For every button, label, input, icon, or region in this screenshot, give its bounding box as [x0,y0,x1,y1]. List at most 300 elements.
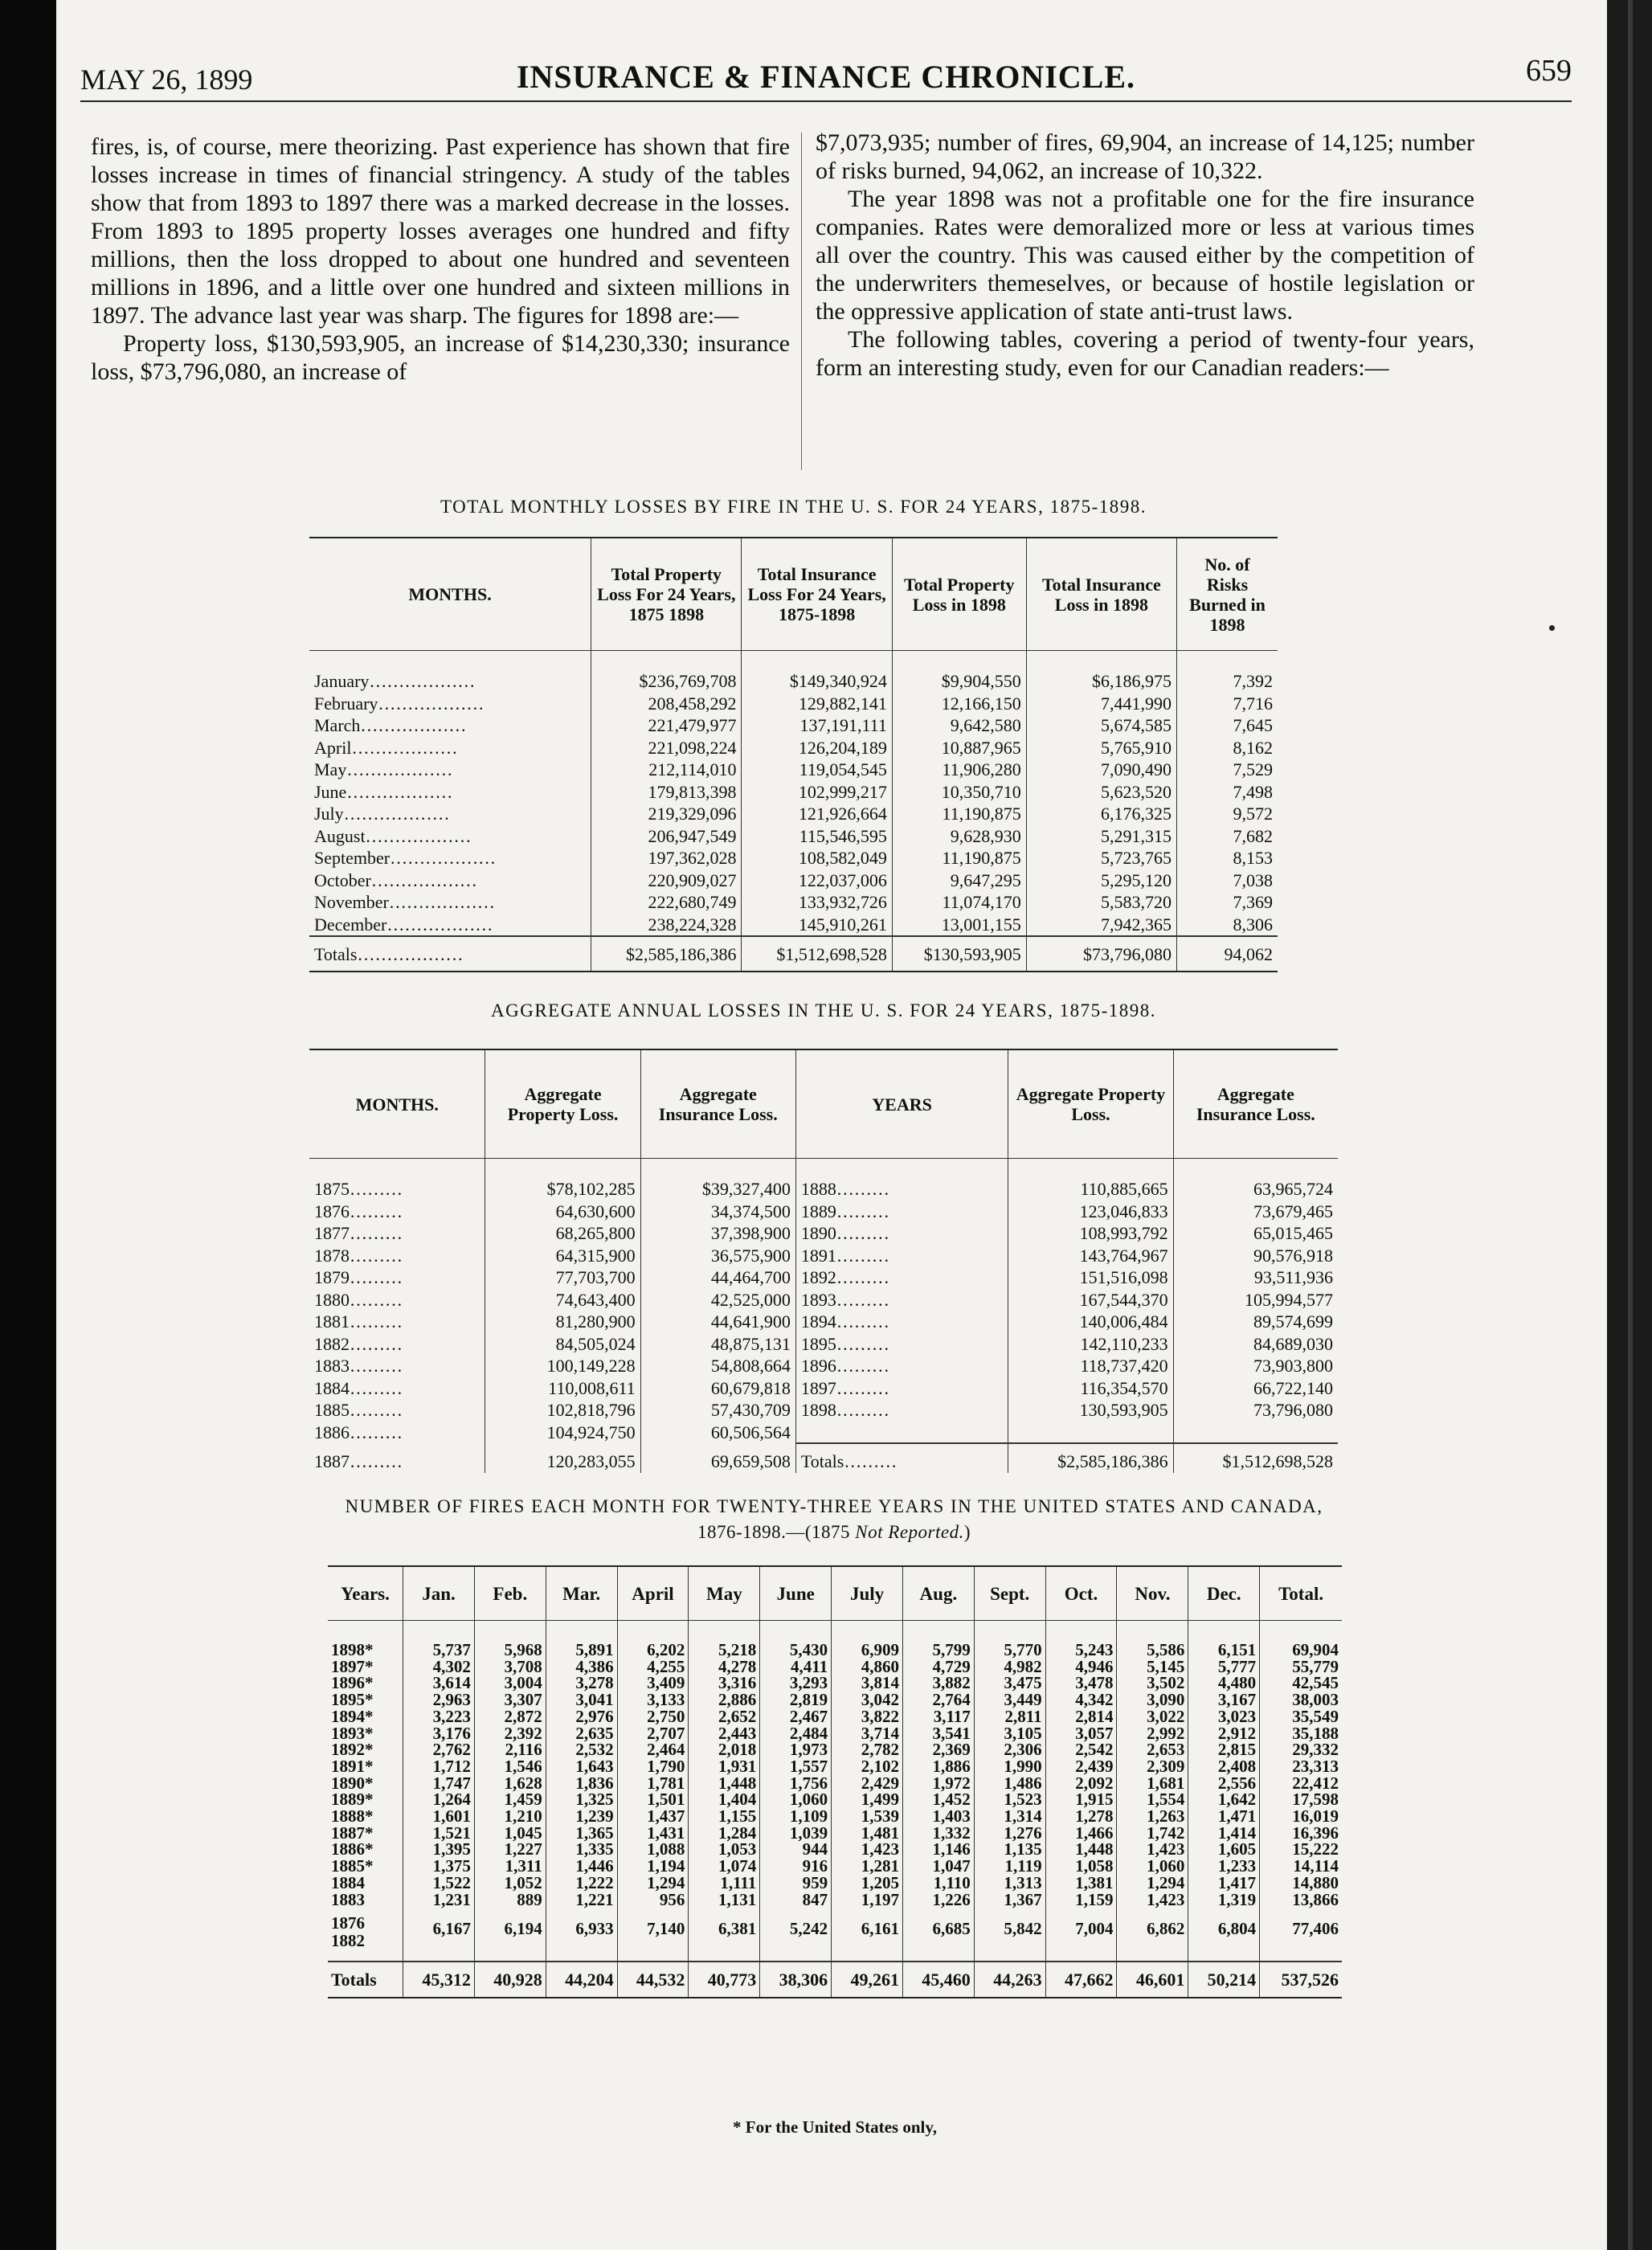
t3-header-feb: Feb. [474,1566,546,1621]
table-cell: 2,116 [474,1741,546,1758]
table-cell: 1878……… [314,1245,403,1266]
table-cell: 3,614 [403,1675,475,1692]
left-column [91,133,790,386]
table-row [328,1692,1342,1708]
table-cell: 1,605 [1188,1841,1260,1858]
table-cell: 69,904 [1260,1621,1342,1659]
combined-row [328,1908,1342,1962]
totals-cell: $1,512,698,528 [742,936,892,972]
totals-cell: 47,662 [1045,1962,1117,1998]
table-cell: 2,556 [1188,1775,1260,1792]
table-cell: 1,226 [902,1892,974,1908]
table-cell: 1891……… [795,1245,1008,1267]
table-row [309,869,1278,892]
table-row [328,1808,1342,1825]
table-cell: 1,111 [689,1875,760,1892]
table-cell: 34,374,500 [640,1201,795,1223]
table-cell: 2,652 [689,1708,760,1725]
table-cell [795,1422,1008,1444]
table-cell: 115,546,595 [742,825,892,848]
table-cell: 1,790 [617,1758,689,1775]
table-cell: 2,815 [1188,1741,1260,1758]
table-cell: 5,586 [1117,1621,1188,1659]
table-cell: 73,796,080 [1173,1399,1338,1422]
table-cell: 1,052 [474,1875,546,1892]
t3-header-aug: Aug. [902,1566,974,1621]
t2-header-insurance-b: Aggregate Insurance Loss. [1173,1049,1338,1159]
table-cell: 6,161 [832,1908,903,1962]
table-cell: 1,239 [546,1808,617,1825]
table-cell: 1,539 [832,1808,903,1825]
table-cell: 1,414 [1188,1825,1260,1842]
table-cell: 3,409 [617,1675,689,1692]
table-cell: 1,681 [1117,1775,1188,1792]
table-cell: 13,866 [1260,1892,1342,1908]
totals-cell: 50,214 [1188,1962,1260,1998]
table-cell: 1,546 [474,1758,546,1775]
table-cell: 1,263 [1117,1808,1188,1825]
table-cell: 1,423 [1117,1841,1188,1858]
table-row [309,651,1278,693]
table-cell: 1896……… [795,1355,1008,1377]
t2-header-property-b: Aggregate Property Loss. [1008,1049,1173,1159]
table-cell: 1886……… [314,1422,403,1442]
table-cell: 108,993,792 [1008,1222,1173,1245]
table-cell: 2,369 [902,1741,974,1758]
table-cell: 73,903,800 [1173,1355,1338,1377]
table-cell: 7,090,490 [1026,759,1176,781]
table-cell: 2,814 [1045,1708,1117,1725]
table3-caption-line2 [312,1522,1356,1543]
table-row [309,759,1278,781]
table-cell: 1,325 [546,1791,617,1808]
table-cell: 1875……… [314,1179,403,1199]
t3-header-sept: Sept. [974,1566,1045,1621]
table-cell: 5,723,765 [1026,847,1176,869]
table-row [309,714,1278,737]
table-cell: 74,643,400 [485,1289,640,1311]
table-cell: 1,931 [689,1758,760,1775]
table-cell: 1886* [331,1839,374,1859]
table-cell: 1,365 [546,1825,617,1842]
t2-header-years: YEARS [795,1049,1008,1159]
table-cell: 1,836 [546,1775,617,1792]
table-cell: 108,582,049 [742,847,892,869]
table-cell: 1,231 [403,1892,475,1908]
table-cell: 1893* [331,1723,374,1743]
table-cell: 105,994,577 [1173,1289,1338,1311]
table-cell: December……………… [314,914,493,935]
table-cell: 116,354,570 [1008,1377,1173,1400]
table-cell: 1,423 [1117,1892,1188,1908]
table-cell: 2,408 [1188,1758,1260,1775]
table-row [328,1621,1342,1659]
table-cell: 63,965,724 [1173,1159,1338,1201]
table-cell: 122,037,006 [742,869,892,892]
table-cell: 959 [760,1875,832,1892]
totals-cell: 46,601 [1117,1962,1188,1998]
table-cell: 6,685 [902,1908,974,1962]
table-cell: 1883 [331,1889,365,1909]
table-cell: 1,404 [689,1791,760,1808]
table-cell: 4,480 [1188,1675,1260,1692]
table-cell: 1,088 [617,1841,689,1858]
table-cell: May……………… [314,759,453,779]
table-row [328,1725,1342,1742]
table-cell: 206,947,549 [591,825,742,848]
table-cell: 3,105 [974,1725,1045,1742]
table-row [309,1311,1338,1333]
table-cell: 3,176 [403,1725,475,1742]
table-cell: 7,716 [1177,693,1278,715]
table-cell: March……………… [314,715,467,735]
table-cell: 5,737 [403,1621,475,1659]
table-cell: 5,674,585 [1026,714,1176,737]
table-cell: 64,630,600 [485,1201,640,1223]
totals-cell: 44,263 [974,1962,1045,1998]
table-cell: 1,990 [974,1758,1045,1775]
table-cell: 2,309 [1117,1758,1188,1775]
table-cell: 65,015,465 [1173,1222,1338,1245]
table-cell: 6,151 [1188,1621,1260,1659]
table-cell: 5,770 [974,1621,1045,1659]
table-cell: 1,227 [474,1841,546,1858]
table-cell: 1,294 [1117,1875,1188,1892]
table-cell: 8,162 [1177,737,1278,759]
t3-body [328,1621,1342,1998]
table-cell: 118,737,420 [1008,1355,1173,1377]
table-cell: 1,742 [1117,1825,1188,1842]
totals-cell: Totals [328,1962,403,1998]
table-cell: 5,242 [760,1908,832,1962]
table-row [328,1758,1342,1775]
table-cell: 1876……… [314,1201,403,1221]
totals-cell: 537,526 [1260,1962,1342,1998]
table-cell: $236,769,708 [591,651,742,693]
table-cell: 42,525,000 [640,1289,795,1311]
table-cell: 1889* [331,1790,374,1810]
monthly-losses-table [309,537,1278,972]
table-cell: 11,074,170 [892,891,1026,914]
table-cell: 9,642,580 [892,714,1026,737]
table-cell: 1,972 [902,1775,974,1792]
table-cell: 1,395 [403,1841,475,1858]
table-cell: 81,280,900 [485,1311,640,1333]
table-cell: 5,842 [974,1908,1045,1962]
table-cell: 145,910,261 [742,914,892,937]
table-cell: 1894……… [795,1311,1008,1333]
table-cell: 4,411 [760,1659,832,1675]
table-cell: 167,544,370 [1008,1289,1173,1311]
annual-losses-table [309,1049,1338,1473]
table-cell: July……………… [314,804,450,824]
table-cell: 219,329,096 [591,803,742,825]
table-cell: 1,159 [1045,1892,1117,1908]
table-row [309,914,1278,937]
table-cell: 121,926,664 [742,803,892,825]
table-cell: 5,218 [689,1621,760,1659]
table-cell: 5,777 [1188,1659,1260,1675]
table-cell: 137,191,111 [742,714,892,737]
table-row [309,693,1278,715]
page-number: 659 [1526,54,1572,88]
totals-cell: 40,773 [689,1962,760,1998]
table-cell: 143,764,967 [1008,1245,1173,1267]
table-cell [1008,1422,1173,1444]
left-paragraph-1: fires, is, of course, mere theorizing. Past experience has shown that fire losses increase in times of financial stringency. A study of the tables show that from 1893 to 1897 there was a marked decrease in the losses. From 1893 to 1895 property losses averages one hundred and fifty millions, then the loss dropped to about one hundred and seventeen millions in 1896, and a little over one hundred and sixteen millions in 1897. The advance last year was sharp. The figures for 1898 are:— [91,133,790,329]
table-cell: 6,909 [832,1621,903,1659]
table-cell: $6,186,975 [1026,651,1176,693]
table-cell: 1887……… [314,1450,403,1471]
table-cell: 7,498 [1177,781,1278,804]
table-cell: 1880……… [314,1289,403,1310]
table-cell: 119,054,545 [742,759,892,781]
totals-cell: 40,928 [474,1962,546,1998]
ink-spot [1549,625,1555,631]
right-column [816,129,1474,382]
table-cell: 2,635 [546,1725,617,1742]
table-cell: 1,058 [1045,1858,1117,1875]
table-cell: 1885* [331,1856,374,1876]
table-cell: 1,628 [474,1775,546,1792]
table-cell: 1,278 [1045,1808,1117,1825]
table-cell: 179,813,398 [591,781,742,804]
t1-header-property-1898: Total Property Loss in 1898 [892,538,1026,651]
fires-per-month-table [328,1565,1342,1998]
table-cell: 57,430,709 [640,1399,795,1422]
t3-header-oct: Oct. [1045,1566,1117,1621]
table-cell: 15,222 [1260,1841,1342,1858]
table-cell: 2,762 [403,1741,475,1758]
table-cell: 1,557 [760,1758,832,1775]
totals-cell: 45,460 [902,1962,974,1998]
table-cell: 2,976 [546,1708,617,1725]
table-cell: 1,643 [546,1758,617,1775]
table-cell: 1,466 [1045,1825,1117,1842]
table-cell: 6,167 [403,1908,475,1962]
table-cell: 1892* [331,1740,374,1760]
table-row [309,1266,1338,1289]
combined-years-cell [328,1908,403,1962]
table-cell: 889 [474,1892,546,1908]
table-cell: 1895……… [795,1333,1008,1356]
table-cell: 7,038 [1177,869,1278,892]
table-row [328,1775,1342,1792]
table-cell: 10,350,710 [892,781,1026,804]
table-cell: 1,233 [1188,1858,1260,1875]
table-cell: 847 [760,1892,832,1908]
table-cell: 5,291,315 [1026,825,1176,848]
table-cell: January……………… [314,671,476,691]
table-cell: 36,575,900 [640,1245,795,1267]
table-cell: 1,381 [1045,1875,1117,1892]
table-cell: 1,294 [617,1875,689,1892]
table-cell: 11,190,875 [892,847,1026,869]
table-cell: 93,511,936 [1173,1266,1338,1289]
table-cell: 5,430 [760,1621,832,1659]
table-cell: September……………… [314,848,497,868]
combined-year-b: 1882 [331,1931,365,1951]
table-cell: 6,804 [1188,1908,1260,1962]
totals-cell: 94,062 [1177,936,1278,972]
table-cell: 1895* [331,1690,374,1710]
table-row [309,847,1278,869]
table-row [328,1825,1342,1842]
table-cell: 2,886 [689,1692,760,1708]
table-cell: 221,479,977 [591,714,742,737]
table-cell: 44,641,900 [640,1311,795,1333]
table-cell: 7,682 [1177,825,1278,848]
table-cell: 29,332 [1260,1741,1342,1758]
left-paragraph-2: Property loss, $130,593,905, an increase of $14,230,330; insurance loss, $73,796,080, an increase of [91,330,790,385]
table-cell: 104,924,750 [485,1422,640,1444]
header-rule [80,100,1572,102]
table-cell: 4,982 [974,1659,1045,1675]
table-cell: 102,999,217 [742,781,892,804]
table-cell: 84,505,024 [485,1333,640,1356]
table-cell: 13,001,155 [892,914,1026,937]
table-cell: 1890* [331,1773,374,1793]
table-cell: 1896* [331,1673,374,1693]
table-cell: 14,114 [1260,1858,1342,1875]
t3-header-jan: Jan. [403,1566,475,1621]
table-cell: 3,475 [974,1675,1045,1692]
table-cell: 3,822 [832,1708,903,1725]
table-cell: 6,381 [689,1908,760,1962]
table-row [328,1858,1342,1875]
table-row [309,1333,1338,1356]
table-cell: 90,576,918 [1173,1245,1338,1267]
table-cell: 102,818,796 [485,1399,640,1422]
table-cell: 2,750 [617,1708,689,1725]
table-cell: 2,092 [1045,1775,1117,1792]
table-cell: 7,645 [1177,714,1278,737]
table-cell: 2,811 [974,1708,1045,1725]
table-cell: 1,335 [546,1841,617,1858]
table-cell: 212,114,010 [591,759,742,781]
table-cell: 2,912 [1188,1725,1260,1742]
table-row [309,803,1278,825]
table-cell: 37,398,900 [640,1222,795,1245]
table-cell: August……………… [314,825,472,846]
table-cell: 4,729 [902,1659,974,1675]
table-cell: 2,653 [1117,1741,1188,1758]
table-cell: 1,554 [1117,1791,1188,1808]
table-cell: Totals……… [795,1443,1008,1473]
table-cell: 1883……… [314,1356,403,1376]
table-cell: 1,074 [689,1858,760,1875]
totals-row [309,936,1278,972]
table-cell: 2,464 [617,1741,689,1758]
table-cell: April……………… [314,737,458,758]
table-cell: 1884……… [314,1377,403,1398]
totals-cell: 38,306 [760,1962,832,1998]
table-cell: 238,224,328 [591,914,742,937]
column-divider [801,133,802,470]
t2-body [309,1159,1338,1473]
table-cell: 197,362,028 [591,847,742,869]
table-cell: 7,369 [1177,891,1278,914]
table-row [328,1841,1342,1858]
table-cell: 220,909,027 [591,869,742,892]
caption-close: ) [963,1522,971,1542]
table-cell: 7,140 [617,1908,689,1962]
table-row [328,1659,1342,1675]
table-cell: 2,782 [832,1741,903,1758]
t3-header-april: April [617,1566,689,1621]
table-cell: 1894* [331,1706,374,1726]
table-cell: June……………… [314,781,453,802]
table-cell: 60,679,818 [640,1377,795,1400]
table-cell: 1,146 [902,1841,974,1858]
table1-caption: TOTAL MONTHLY LOSSES BY FIRE IN THE U. S. FOR 24 YEARS, 1875-1898. [440,497,1147,517]
table-cell: 16,019 [1260,1808,1342,1825]
combined-year-a: 1876 [331,1913,365,1933]
table-cell: 1,109 [760,1808,832,1825]
t2-header-months: MONTHS. [309,1049,485,1159]
table-cell: 3,278 [546,1675,617,1692]
table-cell: $9,904,550 [892,651,1026,693]
table-cell: 3,708 [474,1659,546,1675]
table-cell: 1,521 [403,1825,475,1842]
table-cell: 1,471 [1188,1808,1260,1825]
table-row [309,1159,1338,1201]
table-cell: 1,501 [617,1791,689,1808]
table-cell: $39,327,400 [640,1159,795,1201]
table-cell: 1,886 [902,1758,974,1775]
table-cell: 3,023 [1188,1708,1260,1725]
table2-caption: AGGREGATE ANNUAL LOSSES IN THE U. S. FOR 24 YEARS, 1875-1898. [491,1000,1156,1021]
table-cell: 1884 [331,1872,365,1892]
table-cell: 1888……… [795,1159,1008,1201]
table-cell: 3,223 [403,1708,475,1725]
t3-header-may: May [689,1566,760,1621]
table-cell: 1898* [331,1640,374,1659]
t3-header-nov: Nov. [1117,1566,1188,1621]
table-cell: 1,486 [974,1775,1045,1792]
right-paragraph-2: The year 1898 was not a profitable one for the fire insurance companies. Rates were demoralized more or less at various times all over the country. This was caused either by the competition of the underwriters themeselves, or because of hostile legislation or the oppressive application of state anti-trust laws. [816,186,1474,325]
table-cell: 89,574,699 [1173,1311,1338,1333]
table-cell: 69,659,508 [640,1443,795,1473]
table-cell: 1,431 [617,1825,689,1842]
table-cell: 35,188 [1260,1725,1342,1742]
table-cell: 151,516,098 [1008,1266,1173,1289]
table-cell: 1,448 [689,1775,760,1792]
table-cell: 8,153 [1177,847,1278,869]
table-cell: 5,799 [902,1621,974,1659]
table-cell: $2,585,186,386 [1008,1443,1173,1473]
t3-header-dec: Dec. [1188,1566,1260,1621]
table-cell: 1,332 [902,1825,974,1842]
table-cell: 3,502 [1117,1675,1188,1692]
table-cell: 120,283,055 [485,1443,640,1473]
totals-cell: $73,796,080 [1026,936,1176,972]
table-cell: 17,598 [1260,1791,1342,1808]
table-cell: 916 [760,1858,832,1875]
table-cell: 3,307 [474,1692,546,1708]
table-cell: 5,968 [474,1621,546,1659]
table-cell: 1,281 [832,1858,903,1875]
journal-title: INSURANCE & FINANCE CHRONICLE. [516,59,1136,95]
table-cell: 1892……… [795,1266,1008,1289]
table-row [328,1708,1342,1725]
running-header [80,48,1572,96]
table-cell: October……………… [314,869,477,890]
table-cell: 3,167 [1188,1692,1260,1708]
table-cell: 1881……… [314,1311,403,1332]
table-cell: 10,887,965 [892,737,1026,759]
t1-header-property-24y: Total Property Loss For 24 Years, 1875 1898 [591,538,742,651]
